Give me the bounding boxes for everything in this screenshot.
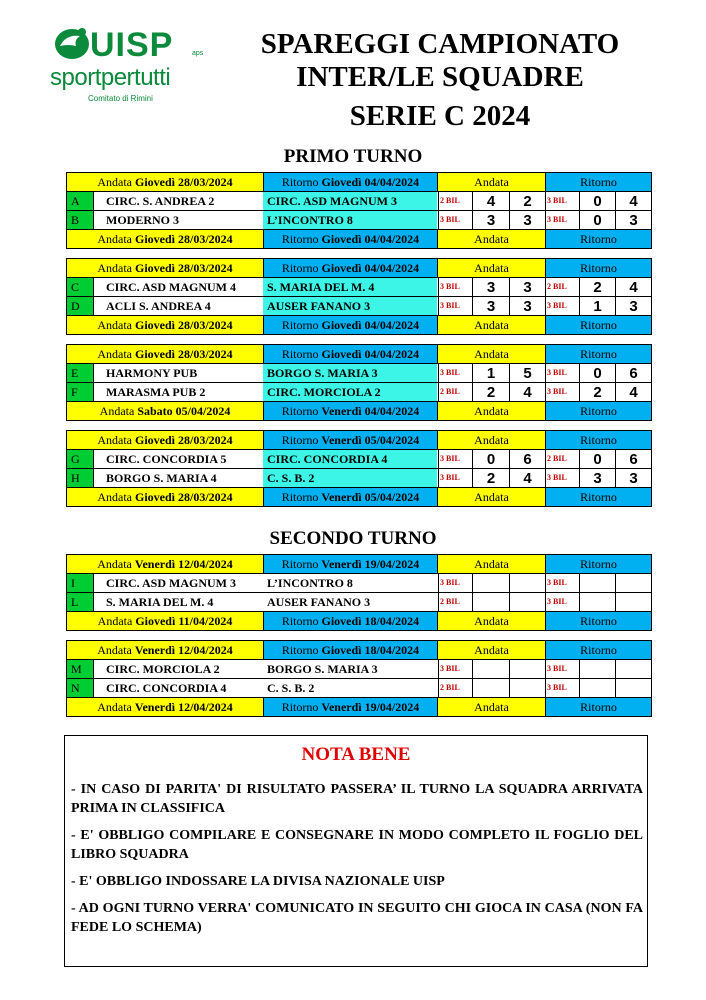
date-row (67, 555, 651, 573)
ritorno-date-cell (263, 345, 437, 363)
ritorno-score-away[interactable]: 4 (615, 278, 651, 296)
andata-bil-label: 2 BIL (438, 593, 472, 611)
away-team: BORGO S. MARIA 3 (267, 662, 378, 676)
date-row (67, 315, 651, 334)
ritorno-score-home[interactable]: 3 (579, 469, 615, 487)
ritorno-prefix: Ritorno (281, 643, 322, 657)
andata-date-cell (67, 431, 263, 449)
date-row (67, 173, 651, 191)
ritorno-date: Giovedì 18/04/2024 (321, 614, 420, 628)
match-group (66, 344, 652, 421)
ritorno-bil-label: 3 BIL (545, 364, 579, 382)
andata-prefix: Andata (97, 700, 135, 714)
ritorno-bil-label: 3 BIL (545, 574, 579, 592)
match-letter: L (67, 593, 93, 611)
match-row (67, 468, 651, 487)
date-row (67, 641, 651, 659)
andata-prefix: Andata (97, 232, 135, 246)
date-row (67, 401, 651, 420)
ritorno-date-cell (263, 612, 437, 630)
andata-prefix: Andata (97, 433, 135, 447)
ritorno-date: Giovedì 04/04/2024 (321, 261, 420, 275)
ritorno-date-cell (263, 230, 437, 248)
logo-tagline: sportpertutti (50, 64, 171, 91)
ritorno-date-cell (263, 402, 437, 420)
andata-score-away[interactable] (509, 574, 545, 592)
andata-score-away[interactable]: 3 (509, 278, 545, 296)
ritorno-prefix: Ritorno (281, 490, 322, 504)
away-team: L’INCONTRO 8 (263, 211, 437, 229)
andata-bil-label: 3 BIL (438, 469, 472, 487)
ritorno-bil-label: 2 BIL (545, 278, 579, 296)
andata-score-home[interactable]: 3 (472, 278, 509, 296)
andata-label-cell: Andata (437, 555, 545, 573)
away-team: C. S. B. 2 (263, 469, 437, 487)
andata-label-cell: Andata (437, 402, 545, 420)
ritorno-score-home[interactable] (579, 574, 615, 592)
andata-label-cell: Andata (437, 230, 545, 248)
away-team: CIRC. MORCIOLA 2 (263, 383, 437, 401)
ritorno-prefix: Ritorno (281, 232, 322, 246)
ritorno-bil-label: 3 BIL (545, 297, 579, 315)
andata-date: Giovedì 28/03/2024 (134, 347, 233, 361)
andata-bil-label: 3 BIL (438, 211, 472, 229)
ritorno-score-home[interactable]: 0 (579, 211, 615, 229)
away-team: AUSER FANANO 3 (267, 595, 371, 609)
andata-date-cell (67, 402, 263, 420)
andata-date-cell (67, 612, 263, 630)
away-team: CIRC. CONCORDIA 4 (263, 450, 437, 468)
andata-score-away[interactable]: 3 (509, 211, 545, 229)
andata-score-away[interactable]: 2 (509, 192, 545, 210)
ritorno-score-home[interactable]: 2 (579, 383, 615, 401)
away-team: CIRC. ASD MAGNUM 3 (263, 192, 437, 210)
andata-bil-label: 3 BIL (438, 364, 472, 382)
andata-score-home[interactable]: 2 (472, 469, 509, 487)
andata-score-away[interactable]: 6 (509, 450, 545, 468)
andata-score-away[interactable] (509, 679, 545, 697)
match-row (67, 363, 651, 382)
nota-item: - IN CASO DI PARITA' DI RISULTATO PASSERA’ IL TURNO LA SQUADRA ARRIVATA PRIMA IN CLASSIFICA (71, 782, 643, 816)
ritorno-label-cell: Ritorno (545, 555, 651, 573)
ritorno-score-away[interactable]: 4 (615, 383, 651, 401)
ritorno-date: Giovedì 04/04/2024 (321, 232, 420, 246)
title-line-2: INTER/LE SQUADRE (296, 61, 584, 93)
andata-score-away[interactable]: 4 (509, 383, 545, 401)
ritorno-prefix: Ritorno (281, 614, 322, 628)
ritorno-prefix: Ritorno (281, 175, 322, 189)
andata-prefix: Andata (97, 643, 135, 657)
logo-committee: Comitato di Rimini (88, 94, 153, 103)
ritorno-score-away[interactable] (615, 679, 651, 697)
andata-label-cell: Andata (437, 698, 545, 716)
ritorno-bil-label: 3 BIL (545, 469, 579, 487)
away-team: S. MARIA DEL M. 4 (263, 278, 437, 296)
ritorno-label-cell: Ritorno (545, 612, 651, 630)
secondo-turno-heading: SECONDO TURNO (269, 528, 437, 549)
ritorno-date-cell (263, 488, 437, 506)
ritorno-date: Giovedì 04/04/2024 (321, 318, 420, 332)
andata-score-home[interactable] (472, 574, 509, 592)
nota-bene-box (64, 735, 648, 967)
ritorno-label-cell: Ritorno (545, 488, 651, 506)
ritorno-label-cell: Ritorno (545, 230, 651, 248)
home-team: CIRC. ASD MAGNUM 3 (93, 574, 277, 592)
andata-bil-label: 3 BIL (438, 574, 472, 592)
match-letter: B (67, 211, 93, 229)
match-row (67, 573, 651, 592)
nota-item: - E' OBBLIGO COMPILARE E CONSEGNARE IN MODO COMPLETO IL FOGLIO DEL LIBRO SQUADRA (71, 828, 643, 862)
andata-score-away[interactable]: 5 (509, 364, 545, 382)
ritorno-score-away[interactable] (615, 660, 651, 678)
away-team: C. S. B. 2 (267, 681, 315, 695)
andata-label-cell: Andata (437, 431, 545, 449)
ritorno-label-cell: Ritorno (545, 641, 651, 659)
andata-date: Giovedì 28/03/2024 (134, 261, 233, 275)
ritorno-date: Giovedì 18/04/2024 (321, 643, 420, 657)
ritorno-date-cell (263, 555, 437, 573)
date-row (67, 697, 651, 716)
ritorno-score-home[interactable]: 0 (579, 450, 615, 468)
andata-date: Sabato 05/04/2024 (137, 404, 231, 418)
ritorno-date: Venerdì 19/04/2024 (321, 700, 420, 714)
andata-bil-label: 2 BIL (438, 679, 472, 697)
match-row (67, 277, 651, 296)
home-team: CIRC. CONCORDIA 4 (93, 679, 277, 697)
ritorno-date: Giovedì 04/04/2024 (321, 347, 420, 361)
home-team: CIRC. MORCIOLA 2 (93, 660, 277, 678)
ritorno-score-away[interactable]: 3 (615, 297, 651, 315)
andata-date: Venerdì 12/04/2024 (134, 643, 233, 657)
match-letter: N (67, 679, 93, 697)
andata-prefix: Andata (97, 490, 135, 504)
andata-date-cell (67, 259, 263, 277)
andata-date: Venerdì 12/04/2024 (134, 700, 233, 714)
ritorno-bil-label: 3 BIL (545, 383, 579, 401)
home-team: CIRC. S. ANDREA 2 (93, 192, 277, 210)
andata-score-home[interactable] (472, 593, 509, 611)
match-letter: C (67, 278, 93, 296)
andata-date: Venerdì 12/04/2024 (134, 557, 233, 571)
andata-bil-label: 2 BIL (438, 192, 472, 210)
ritorno-bil-label: 2 BIL (545, 450, 579, 468)
andata-date-cell (67, 316, 263, 334)
ritorno-label-cell: Ritorno (545, 431, 651, 449)
match-letter: E (67, 364, 93, 382)
ritorno-date-cell (263, 173, 437, 191)
andata-date: Giovedì 28/03/2024 (134, 232, 233, 246)
andata-prefix: Andata (97, 557, 135, 571)
andata-label-cell: Andata (437, 259, 545, 277)
ritorno-prefix: Ritorno (281, 433, 322, 447)
match-row (67, 592, 651, 611)
logo-brand: UISP (90, 26, 174, 64)
andata-prefix: Andata (97, 318, 135, 332)
home-team: BORGO S. MARIA 4 (93, 469, 277, 487)
match-row (67, 678, 651, 697)
andata-score-home[interactable] (472, 679, 509, 697)
match-letter: H (67, 469, 93, 487)
andata-date-cell (67, 698, 263, 716)
match-group (66, 258, 652, 335)
ritorno-bil-label: 3 BIL (545, 593, 579, 611)
ritorno-score-home[interactable] (579, 679, 615, 697)
andata-label-cell: Andata (437, 488, 545, 506)
match-group (66, 430, 652, 507)
uisp-logo (50, 18, 210, 118)
ritorno-date: Venerdì 04/04/2024 (321, 404, 420, 418)
ritorno-date-cell (263, 431, 437, 449)
andata-score-away[interactable] (509, 593, 545, 611)
andata-score-home[interactable]: 2 (472, 383, 509, 401)
andata-score-home[interactable]: 0 (472, 450, 509, 468)
match-row (67, 449, 651, 468)
andata-bil-label: 3 BIL (438, 450, 472, 468)
title-line-1: SPAREGGI CAMPIONATO (260, 28, 620, 60)
ritorno-prefix: Ritorno (281, 347, 322, 361)
home-team: CIRC. ASD MAGNUM 4 (93, 278, 277, 296)
andata-label-cell: Andata (437, 345, 545, 363)
andata-prefix: Andata (99, 404, 138, 418)
match-row (67, 210, 651, 229)
home-team: S. MARIA DEL M. 4 (93, 593, 277, 611)
andata-date-cell (67, 641, 263, 659)
match-row (67, 191, 651, 210)
nota-item: - E' OBBLIGO INDOSSARE LA DIVISA NAZIONALE UISP (71, 874, 445, 889)
ritorno-score-home[interactable]: 0 (579, 192, 615, 210)
home-team: MARASMA PUB 2 (93, 383, 277, 401)
ritorno-prefix: Ritorno (281, 404, 322, 418)
andata-score-away[interactable] (509, 660, 545, 678)
ritorno-label-cell: Ritorno (545, 698, 651, 716)
ritorno-label-cell: Ritorno (545, 316, 651, 334)
ritorno-bil-label: 3 BIL (545, 679, 579, 697)
andata-date-cell (67, 230, 263, 248)
ritorno-label-cell: Ritorno (545, 402, 651, 420)
match-letter: G (67, 450, 93, 468)
away-team: BORGO S. MARIA 3 (263, 364, 437, 382)
match-group (66, 640, 652, 717)
andata-date: Giovedì 11/04/2024 (135, 614, 233, 628)
andata-label-cell: Andata (437, 316, 545, 334)
andata-date-cell (67, 555, 263, 573)
andata-date: Giovedì 28/03/2024 (134, 433, 233, 447)
andata-score-away[interactable]: 3 (509, 297, 545, 315)
ritorno-date: Venerdì 05/04/2024 (321, 490, 420, 504)
nota-bene-title: NOTA BENE (301, 744, 411, 765)
nota-item: - AD OGNI TURNO VERRA' COMUNICATO IN SEGUITO CHI GIOCA IN CASA (NON FA FEDE LO SCHEMA) (71, 901, 643, 935)
ritorno-date: Venerdì 19/04/2024 (321, 557, 420, 571)
ritorno-score-away[interactable]: 6 (615, 364, 651, 382)
andata-label-cell: Andata (437, 641, 545, 659)
ritorno-prefix: Ritorno (281, 700, 322, 714)
date-row (67, 487, 651, 506)
ritorno-date-cell (263, 259, 437, 277)
ritorno-date-cell (263, 641, 437, 659)
logo-aps: aps (192, 50, 204, 57)
ritorno-label-cell: Ritorno (545, 173, 651, 191)
match-letter: A (67, 192, 93, 210)
andata-date: Giovedì 28/03/2024 (134, 175, 233, 189)
ritorno-prefix: Ritorno (281, 557, 322, 571)
home-team: ACLI S. ANDREA 4 (93, 297, 277, 315)
andata-prefix: Andata (97, 261, 135, 275)
andata-date-cell (67, 345, 263, 363)
andata-score-home[interactable]: 1 (472, 364, 509, 382)
ritorno-score-home[interactable] (579, 593, 615, 611)
match-letter: M (67, 660, 93, 678)
andata-date: Giovedì 28/03/2024 (134, 490, 233, 504)
andata-label-cell: Andata (437, 612, 545, 630)
title-line-3: SERIE C 2024 (349, 100, 531, 132)
andata-prefix: Andata (97, 347, 135, 361)
match-row (67, 382, 651, 401)
date-row (67, 259, 651, 277)
match-row (67, 296, 651, 315)
ritorno-score-away[interactable] (615, 574, 651, 592)
andata-bil-label: 2 BIL (438, 383, 472, 401)
match-letter: D (67, 297, 93, 315)
ritorno-prefix: Ritorno (281, 261, 322, 275)
ritorno-label-cell: Ritorno (545, 345, 651, 363)
ritorno-bil-label: 3 BIL (545, 660, 579, 678)
ritorno-date: Giovedì 04/04/2024 (321, 175, 420, 189)
andata-date: Giovedì 28/03/2024 (134, 318, 233, 332)
date-row (67, 431, 651, 449)
andata-bil-label: 3 BIL (438, 660, 472, 678)
ritorno-score-away[interactable]: 6 (615, 450, 651, 468)
andata-prefix: Andata (97, 175, 135, 189)
away-team: AUSER FANANO 3 (263, 297, 437, 315)
ritorno-bil-label: 3 BIL (545, 211, 579, 229)
ritorno-bil-label: 3 BIL (545, 192, 579, 210)
andata-score-home[interactable]: 3 (472, 211, 509, 229)
ritorno-score-away[interactable]: 3 (615, 211, 651, 229)
ritorno-score-home[interactable]: 1 (579, 297, 615, 315)
ritorno-date-cell (263, 316, 437, 334)
andata-label-cell: Andata (437, 173, 545, 191)
ritorno-score-away[interactable]: 4 (615, 192, 651, 210)
ritorno-score-home[interactable]: 0 (579, 364, 615, 382)
andata-bil-label: 3 BIL (438, 297, 472, 315)
andata-score-home[interactable]: 3 (472, 297, 509, 315)
home-team: HARMONY PUB (93, 364, 277, 382)
ritorno-score-home[interactable]: 2 (579, 278, 615, 296)
andata-date-cell (67, 488, 263, 506)
date-row (67, 611, 651, 630)
match-group (66, 172, 652, 249)
match-letter: F (67, 383, 93, 401)
ritorno-date-cell (263, 698, 437, 716)
andata-date-cell (67, 173, 263, 191)
home-team: MODERNO 3 (93, 211, 277, 229)
ritorno-score-home[interactable] (579, 660, 615, 678)
andata-score-away[interactable]: 4 (509, 469, 545, 487)
ritorno-score-away[interactable] (615, 593, 651, 611)
andata-score-home[interactable]: 4 (472, 192, 509, 210)
match-group (66, 554, 652, 631)
date-row (67, 345, 651, 363)
andata-prefix: Andata (97, 614, 136, 628)
home-team: CIRC. CONCORDIA 5 (93, 450, 277, 468)
ritorno-score-away[interactable]: 3 (615, 469, 651, 487)
andata-score-home[interactable] (472, 660, 509, 678)
andata-bil-label: 3 BIL (438, 278, 472, 296)
primo-turno-heading: PRIMO TURNO (283, 146, 423, 167)
date-row (67, 229, 651, 248)
match-letter: I (67, 574, 93, 592)
away-team: L’INCONTRO 8 (267, 576, 353, 590)
ritorno-label-cell: Ritorno (545, 259, 651, 277)
uisp-emblem-icon (52, 24, 92, 62)
ritorno-date: Venerdì 05/04/2024 (321, 433, 420, 447)
ritorno-prefix: Ritorno (281, 318, 322, 332)
match-row (67, 659, 651, 678)
